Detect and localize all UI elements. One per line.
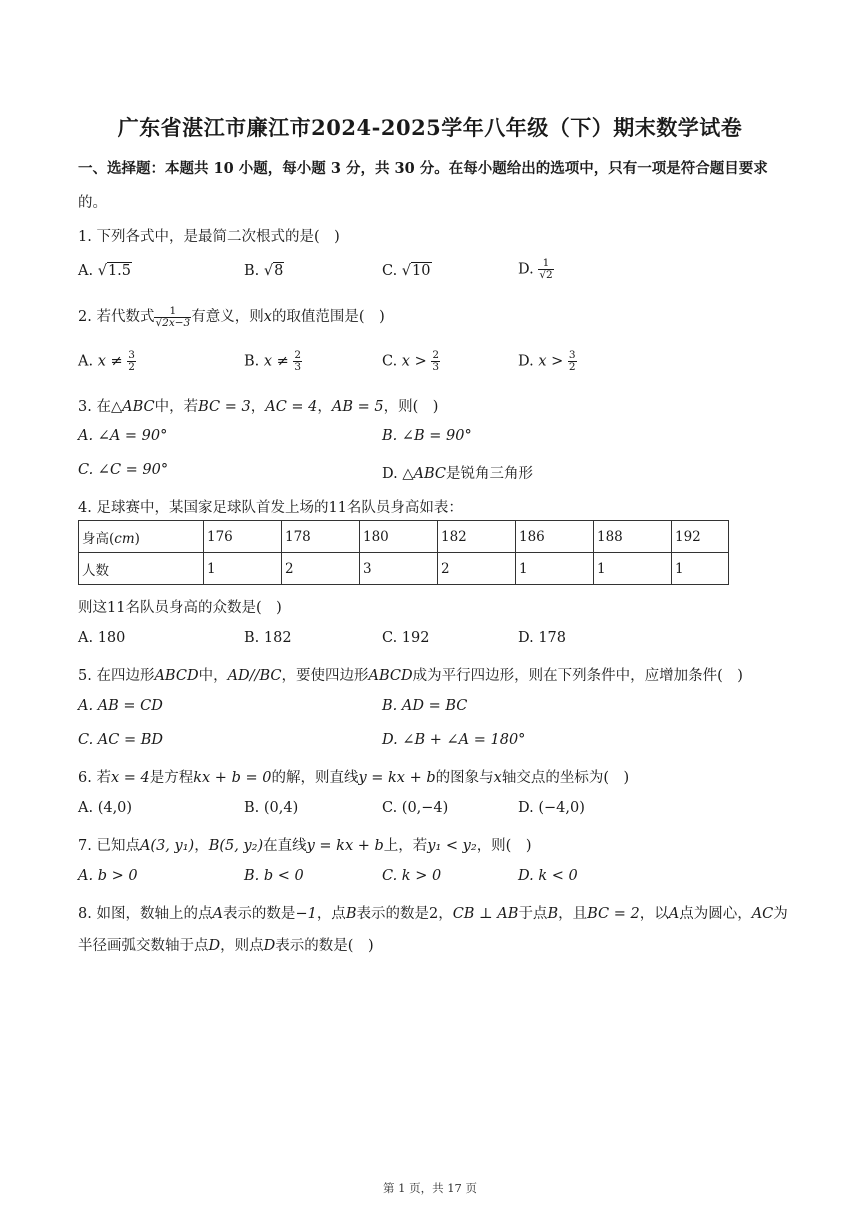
table-cell: 2 — [282, 553, 360, 585]
question-2-option-b — [244, 350, 302, 373]
question-6-option-d: D. (−4,0) — [518, 800, 585, 816]
table-cell: 3 — [360, 553, 438, 585]
stem-text: 的解，则直线 — [271, 770, 359, 786]
question-6-option-b: B. (0,4) — [244, 800, 299, 816]
math: A(3, y₁) — [139, 838, 195, 854]
stem-text: ，要使四边形 — [281, 668, 369, 684]
stem-text: ， — [317, 399, 332, 415]
option-expression: x > — [401, 353, 432, 370]
math: BC = 2 — [587, 906, 640, 922]
denominator: 3 — [432, 361, 440, 373]
fraction — [127, 350, 136, 373]
option-expression: x ≠ — [263, 353, 294, 370]
table-cell: 192 — [672, 521, 729, 553]
math: CB ⊥ AB — [452, 906, 519, 922]
math: D — [263, 938, 276, 954]
section-heading — [78, 152, 784, 220]
math: AC = 4 — [265, 399, 318, 415]
stem-text: 上，若 — [383, 838, 428, 854]
question-3-option-c: C. ∠C = 90° — [78, 462, 169, 478]
stem-text: 表示的数是( ) — [275, 938, 374, 954]
table-cell: 188 — [594, 521, 672, 553]
stem-text: ，则点 — [220, 938, 264, 954]
stem-text: 7. 已知点 — [78, 838, 140, 854]
option-expression: x ≠ — [97, 353, 128, 370]
option-expression: x > — [538, 353, 568, 370]
table-cell: 1 — [516, 553, 594, 585]
stem-text: ，点 — [316, 906, 346, 922]
stem-text: 的图象与 — [435, 770, 494, 786]
stem-text: ， — [250, 399, 266, 415]
question-7-option-b: B. b < 0 — [244, 868, 304, 884]
stem-text: ，则( ) — [476, 838, 532, 854]
page-footer: 第 1 页，共 17 页 — [382, 1181, 478, 1195]
stem-text: ，以 — [639, 906, 669, 922]
stem-text: 在直线 — [263, 838, 307, 854]
math: A — [668, 906, 680, 922]
stem-text: 成为平行四边形，则在下列条件中，应增加条件( ) — [412, 668, 743, 684]
math: 11 — [107, 600, 126, 616]
math: ABCD — [154, 668, 199, 684]
math: x — [493, 770, 502, 786]
fraction — [568, 350, 577, 373]
math: ABC — [413, 466, 446, 482]
stem-text: 4. 足球赛中，某国家足球队首发上场的 — [78, 500, 329, 516]
table-header-cell: 人数 — [79, 553, 204, 585]
math: BC = 3 — [198, 399, 251, 415]
stem-text: 2. 若代数式 — [78, 309, 155, 325]
question-4-followup — [78, 596, 282, 617]
question-1-option-c — [382, 263, 432, 279]
question-7-stem — [78, 834, 532, 855]
sqrt-expression: √1.5 — [97, 263, 132, 279]
math: y = kx + b — [306, 838, 384, 854]
stem-text: 8. 如图，数轴上的点 — [78, 906, 213, 922]
radicand: 10 — [412, 263, 431, 279]
numerator: 3 — [128, 349, 135, 361]
option-label: B. — [244, 353, 264, 370]
table-cell: 2 — [438, 553, 516, 585]
question-2-option-a — [78, 350, 136, 373]
question-4-stem — [78, 496, 463, 517]
stem-text: 中， — [198, 668, 228, 684]
stem-text: 6. 若 — [78, 770, 111, 786]
question-3-option-d — [382, 462, 533, 483]
variable: x — [263, 309, 272, 325]
math: B(5, y₂) — [208, 838, 264, 854]
math: y = kx + b — [358, 770, 436, 786]
table-row — [79, 521, 729, 553]
question-1-option-d — [518, 258, 554, 281]
denominator: 3 — [294, 361, 302, 373]
question-3-option-a: A. ∠A = 90° — [78, 428, 168, 444]
section-heading-line-2: 的。 — [78, 195, 107, 211]
table-cell: 1 — [204, 553, 282, 585]
stem-text: 是方程 — [149, 770, 194, 786]
question-4-option-a: A. 180 — [78, 630, 126, 646]
table-row — [79, 553, 729, 585]
question-5-option-c: C. AC = BD — [78, 732, 164, 748]
option-label: B. — [244, 263, 264, 279]
table-cell: 180 — [360, 521, 438, 553]
stem-text: 表示的数是 — [356, 906, 429, 922]
stem-text: 名队员身高的众数是( ) — [125, 600, 282, 616]
section-heading-line-1: 一、选择题：本题共 10 小题，每小题 3 分，共 30 分。在每小题给出的选项中，只有一项是符合题目要求 — [78, 160, 768, 177]
math: kx + b = 0 — [193, 770, 272, 786]
fraction — [431, 350, 440, 373]
stem-text: 名队员身高如表： — [346, 500, 463, 516]
question-2-option-d — [518, 350, 577, 373]
question-2-stem — [78, 305, 385, 329]
radicand: 1.5 — [107, 263, 132, 279]
stem-text: 3. 在△ — [78, 399, 123, 415]
question-4-option-b: B. 182 — [244, 630, 292, 646]
math: B — [547, 906, 559, 922]
question-5-stem — [78, 664, 743, 685]
question-4-option-c: C. 192 — [382, 630, 430, 646]
table-header-cell — [79, 521, 204, 553]
question-8-stem-line-2 — [78, 934, 374, 955]
cell-text: ) — [134, 530, 140, 547]
question-1-option-b — [244, 263, 284, 279]
question-5-option-b: B. AD = BC — [382, 698, 468, 714]
math: AB = 5 — [331, 399, 384, 415]
numerator: 1 — [169, 304, 177, 317]
stem-text: 5. 在四边形 — [78, 668, 155, 684]
height-table — [78, 520, 729, 585]
math: 2 — [428, 906, 439, 922]
question-4-option-d: D. 178 — [518, 630, 567, 646]
question-7-option-c: C. k > 0 — [382, 868, 442, 884]
stem-text: ， — [438, 906, 453, 922]
math: AD//BC — [227, 668, 282, 684]
math: D — [208, 938, 221, 954]
question-6-option-a: A. (4,0) — [78, 800, 133, 816]
math: ABC — [122, 399, 155, 415]
question-5-option-a: A. AB = CD — [78, 698, 163, 714]
option-label: D. △ — [382, 466, 414, 482]
stem-text: 于点 — [518, 906, 548, 922]
numerator: 2 — [432, 349, 440, 361]
fraction — [538, 258, 553, 281]
stem-text: 轴交点的坐标为( ) — [501, 770, 630, 786]
denominator: √2 — [539, 269, 553, 281]
stem-text: 半径画弧交数轴于点 — [78, 938, 209, 954]
table-cell: 176 — [204, 521, 282, 553]
stem-text: 点为圆心， — [679, 906, 752, 922]
fraction — [154, 306, 191, 329]
question-3-option-b: B. ∠B = 90° — [382, 428, 472, 444]
question-2-option-c — [382, 350, 440, 373]
option-label: C. — [382, 263, 402, 279]
unit: cm — [114, 530, 135, 547]
stem-text: 中，若 — [154, 399, 199, 415]
table-cell: 182 — [438, 521, 516, 553]
fraction — [293, 350, 302, 373]
table-cell: 186 — [516, 521, 594, 553]
radicand: 2x−3 — [162, 316, 191, 329]
math: AC — [751, 906, 774, 922]
question-7-option-d: D. k < 0 — [518, 868, 578, 884]
denominator: 2 — [128, 361, 135, 373]
question-5-option-d: D. ∠B + ∠A = 180° — [382, 732, 526, 748]
radicand: 8 — [274, 263, 284, 279]
question-3-stem — [78, 395, 438, 416]
stem-text: 为 — [773, 906, 788, 922]
option-label: D. — [518, 353, 539, 370]
math: x = 4 — [110, 770, 150, 786]
stem-text: ，则( ) — [383, 399, 439, 415]
option-label: A. — [78, 263, 98, 279]
stem-text: ，且 — [558, 906, 588, 922]
stem-text: 有意义，则 — [191, 309, 264, 325]
radicand: 2 — [546, 269, 553, 281]
question-7-option-a: A. b > 0 — [78, 868, 138, 884]
numerator: 1 — [542, 257, 550, 269]
option-label: C. — [382, 353, 402, 370]
numerator: 3 — [568, 349, 576, 361]
table-cell: 1 — [672, 553, 729, 585]
stem-text: ， — [194, 838, 209, 854]
table-cell: 178 — [282, 521, 360, 553]
stem-text: 则这 — [78, 600, 107, 616]
math: B — [345, 906, 357, 922]
math: ABCD — [368, 668, 413, 684]
option-label: D. — [518, 261, 539, 278]
question-6-option-c: C. (0,−4) — [382, 800, 449, 816]
denominator: 2 — [568, 361, 576, 373]
option-text: 是锐角三角形 — [445, 466, 533, 482]
denominator: √2x−3 — [155, 316, 191, 329]
numerator: 2 — [294, 349, 302, 361]
page-title: 广东省湛江市廉江市2024-2025学年八年级（下）期末数学试卷 — [117, 115, 743, 140]
question-8-stem-line-1 — [78, 902, 788, 923]
cell-text: 身高( — [82, 530, 115, 547]
stem-text: 的取值范围是( ) — [271, 309, 385, 325]
question-1-stem: 1. 下列各式中，是最简二次根式的是( ) — [78, 229, 340, 245]
math: 11 — [328, 500, 347, 516]
stem-text: 表示的数是 — [222, 906, 296, 922]
table-cell: 1 — [594, 553, 672, 585]
math: A — [212, 906, 223, 922]
sqrt-expression: √8 — [263, 263, 284, 279]
math: y₁ < y₂ — [427, 838, 477, 854]
question-6-stem — [78, 766, 629, 787]
sqrt-expression: √10 — [401, 263, 431, 279]
math: −1 — [295, 906, 317, 922]
question-1-option-a — [78, 263, 132, 279]
option-label: A. — [78, 353, 98, 370]
